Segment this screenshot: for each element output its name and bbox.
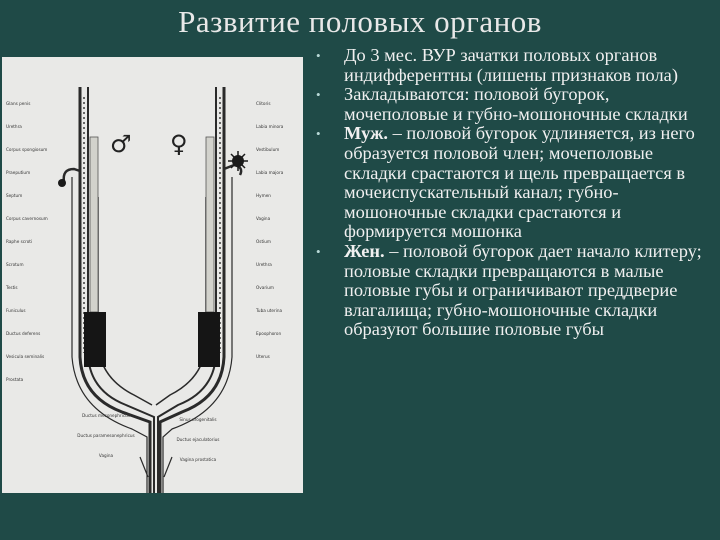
figure-label: Corpus spongiosum <box>6 147 48 152</box>
figure-label: Urethra <box>256 262 272 267</box>
genital-development-diagram <box>2 57 303 493</box>
bullet-text: До 3 мес. ВУР зачатки половых органов индифферентны (лишены признаков пола) <box>344 45 678 85</box>
figure-label: Glans penis <box>6 101 31 106</box>
figure-label: Testis <box>6 285 18 290</box>
female-side-duct <box>163 177 232 493</box>
bullet-text: Закладываются: половой бугорок, мочеполовые и губно-мошоночные складки <box>344 84 688 124</box>
figure-label: Ovarium <box>256 285 274 290</box>
figure-label: Prostata <box>6 377 24 382</box>
bullet-dot-icon: • <box>316 48 321 63</box>
bullet-bold: Жен. <box>344 240 385 261</box>
bullet-text: – половой бугорок удлиняется, из него образуется половой член; мочеполовые складки срастаются и щель превращается в мочеиспускательный канал; губно-мошоночные складки срастаются и формируется мошонка <box>344 123 695 242</box>
fimbria-icon <box>228 151 248 171</box>
figure-label: Praeputium <box>6 170 31 175</box>
figure-label: Tuba uterina <box>256 308 283 313</box>
figure-label: Labia majora <box>256 170 284 175</box>
figure-label: Uterus <box>256 354 270 359</box>
figure-label: Vestibulum <box>256 147 280 152</box>
figure-label: Scrotum <box>6 262 24 267</box>
figure-label: Ostium <box>256 239 272 244</box>
bullet-item <box>312 85 716 124</box>
figure-label: Vagina <box>98 453 114 458</box>
figure-label: Ductus mesonephricus <box>82 413 130 418</box>
bullet-list <box>312 46 716 340</box>
slide-title: Развитие половых органов <box>178 4 542 39</box>
male-side-duct <box>72 177 147 493</box>
figure-label: Funiculus <box>6 308 26 313</box>
bullet-item <box>312 124 716 242</box>
figure-label: Sinus urogenitalis <box>179 417 217 422</box>
figure-label: Ductus ejaculatorius <box>176 437 220 442</box>
bullet-item <box>312 46 716 85</box>
figure-label: Urethra <box>6 124 22 129</box>
figure-label: Hymen <box>256 193 271 198</box>
female-inner-wall <box>156 197 206 405</box>
bullet-bold: Муж. <box>344 123 389 144</box>
figure-label: Vesicula seminalis <box>6 354 45 359</box>
figure-label: Corpus cavernosum <box>6 216 48 221</box>
bullet-item <box>312 242 716 340</box>
figure-label: Vagina prostatica <box>179 457 217 462</box>
figure-label: Clitoris <box>256 101 271 106</box>
male-symbol: ♂ <box>110 130 132 158</box>
bullet-dot-icon: • <box>316 87 321 103</box>
figure-label: Ductus paramesonephricus <box>77 433 135 438</box>
male-appendix <box>58 179 66 187</box>
figure-label: Ductus deferens <box>6 331 41 336</box>
female-symbol: ♀ <box>170 130 188 158</box>
figure-label: Septum <box>6 193 23 198</box>
figure-label: Vagina <box>256 216 271 221</box>
figure-label: Labia minora <box>256 124 284 129</box>
figure-label: Epoophoron <box>256 331 282 336</box>
bullet-dot-icon: • <box>316 126 321 142</box>
male-inner-wall <box>98 197 152 405</box>
bullet-dot-icon: • <box>316 243 321 259</box>
bullet-text: – половой бугорок дает начало клитеру; половые складки превращаются в малые половые губы и ограничивают преддверие влагалища; губно-мошоночные складки образуют большие половые губы <box>344 240 702 340</box>
figure-label: Raphe scroti <box>6 239 33 244</box>
